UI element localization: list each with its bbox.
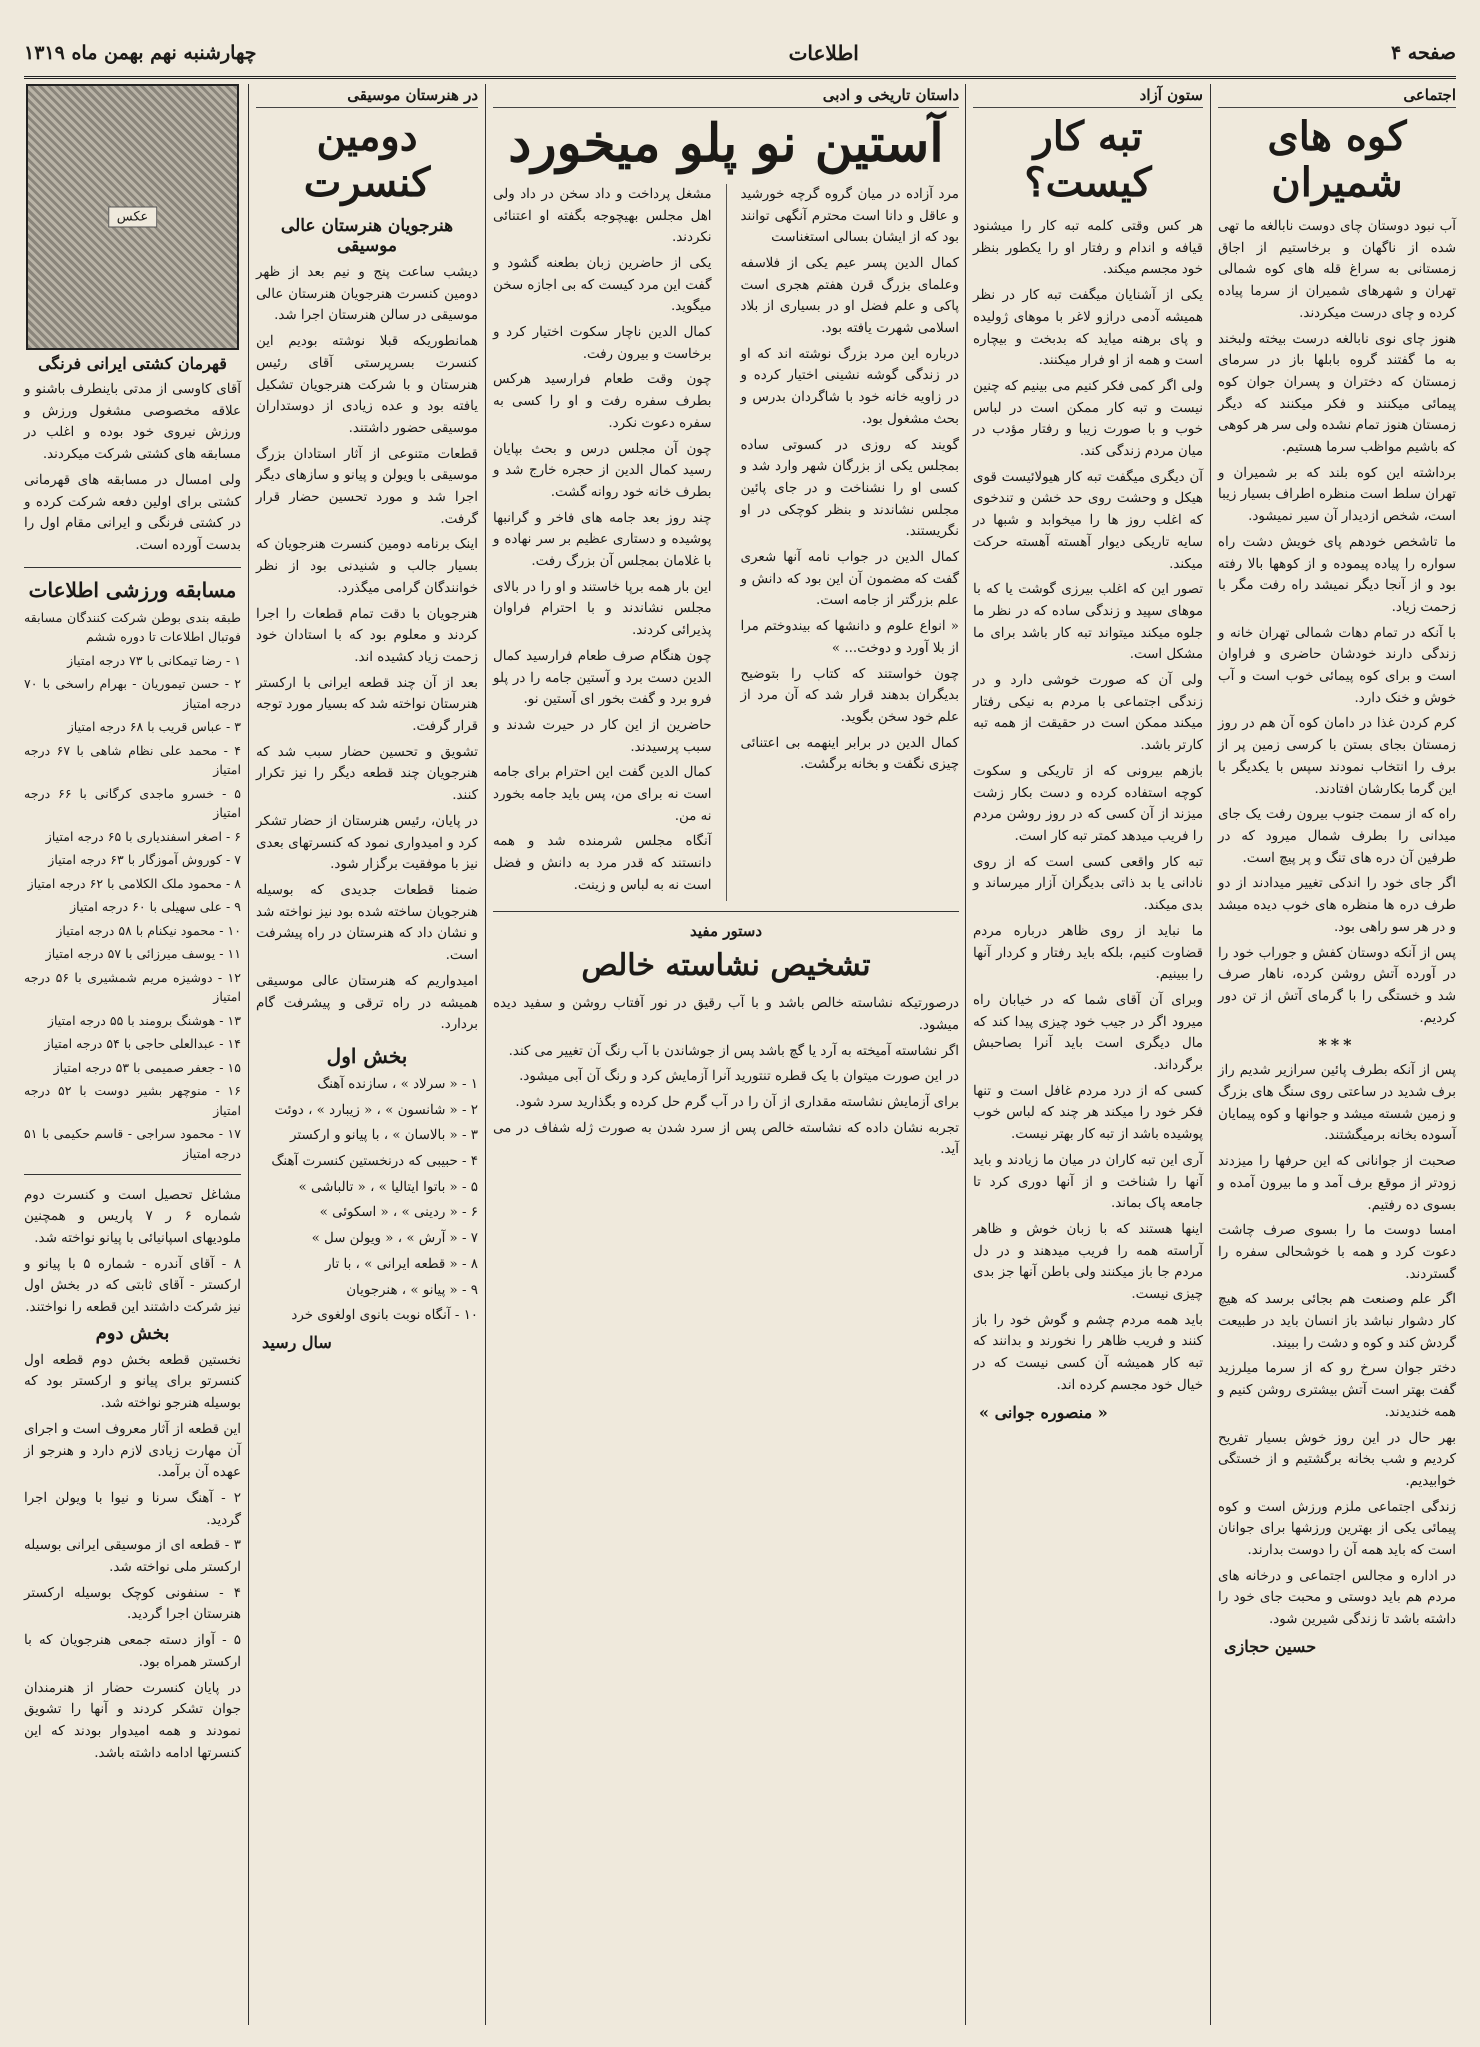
paragraph: هر کس وقتی کلمه تبه کار را میشنود قیافه و اندام و رفتار او را یکطور بنظر خود مجسم میکند.: [973, 219, 1203, 278]
paragraph: ۲ - آهنگ سرنا و نیوا با ویولن اجرا گردید.: [24, 1490, 241, 1528]
masthead: [24, 30, 1456, 79]
contest-ranking: [24, 608, 241, 1164]
part-two-body: [24, 1350, 241, 1765]
paragraph: مرد آزاده در میان گروه گرچه خورشید و عاقل و دانا است محترم آنگهی توانند بود که از ایشان بسالی استغناست: [740, 186, 959, 246]
issue-date: چهارشنبه نهم بهمن ماه ۱۳۱۹: [24, 42, 257, 64]
section-kicker: داستان تاریخی و ادبی: [493, 86, 959, 108]
paragraph: کمال الدین گفت این احترام برای جامه است نه برای من، پس باید جامه بخورد نه من.: [493, 765, 712, 824]
column-rule: [965, 84, 966, 2025]
paragraph: این بار همه برپا خاستند و او را در بالای مجلس نشاندند و با احترام فراوان پذیرائی کردند.: [493, 579, 712, 639]
separator-stars: ***: [1318, 1035, 1356, 1055]
paragraph: در اداره و مجالس اجتماعی و درخانه های مردم هم باید دوستی و محبت جای خود را داشته باشد تا زندگی شیرین شود.: [1218, 1568, 1456, 1628]
ranking-row: ۱۱ - یوسف میرزائی با ۵۷ درجه امتیاز: [45, 946, 241, 962]
paragraph: تبه کار واقعی کسی است که از روی نادانی یا بد ذاتی بدیگران آزار میرساند و بدی میکند.: [973, 854, 1203, 914]
paragraph: با آنکه در تمام دهات شمالی تهران خانه و زندگی دارند خودشان حاضری و فراوان است و برای کوه پیمائی خوب است و آب خوش و خنک دارد.: [1218, 625, 1456, 706]
program-part-title: بخش اول: [326, 1043, 408, 1068]
column-story: [489, 84, 963, 2025]
paragraph: بعد از آن چند قطعه ایرانی با ارکستر هنرستان نواخته شد که بسیار مورد توجه قرار گرفت.: [256, 675, 478, 735]
program-item: ۴ - حبیبی که درنخستین کنسرت آهنگ: [271, 1154, 478, 1170]
photo-caption: قهرمان کشتی ایرانی فرنگی: [38, 354, 227, 373]
ranking-row: ۳ - عباس قریب با ۶۸ درجه امتیاز: [67, 719, 241, 735]
paragraph: چون هنگام صرف طعام فرارسید کمال الدین دست برد و آستین جامه را در پلو فرو برد و گفت بخور ای آستین نو.: [493, 648, 712, 708]
ranking-row: طبقه بندی بوطن شرکت کنندگان مسابقه فوتبال اطلاعات تا دوره ششم: [24, 609, 241, 645]
paragraph: ولی آن که صورت خوشی دارد و در زندگی اجتماعی با مردم به نیکی رفتار میکند ممکن است در حقیقت از همه تبه کارتر باشد.: [973, 673, 1203, 754]
ranking-row: ۱۵ - جعفر صمیمی با ۵۳ درجه امتیاز: [53, 1059, 241, 1075]
ranking-row: ۱ - رضا تیمکانی با ۷۳ درجه امتیاز: [67, 652, 241, 668]
paragraph: اینها هستند که با زبان خوش و ظاهر آراسته همه را فریب میدهند و در دل مردم جا باز میکنند ولی باطن آنها جز بدی چیزی نیست.: [973, 1221, 1203, 1303]
paragraph: یکی از آشنایان میگفت تبه کار در نظر همیشه آدمی درازو لاغر با موهای ژولیده و پای برهنه میاید که بدبخت و بیچاره است و همه از او فرار میکنند.: [973, 288, 1203, 369]
paragraph: نخستین قطعه بخش دوم قطعه اول کنسرتو برای پیانو و ارکستر بود که بوسیله هنرجو نواخته شد.: [24, 1352, 241, 1412]
section-kicker: اجتماعی: [1218, 86, 1456, 108]
story-subcolumn-right: [741, 184, 960, 901]
paragraph: وبرای آن آقای شما که در خیابان راه میرود اگر در جیب خود چیزی پیدا کند که مال دیگری است باید آنرا بصاحبش برگرداند.: [973, 992, 1203, 1074]
tip-body: [493, 993, 959, 1161]
column-free-opinion: [969, 84, 1207, 2025]
ranking-row: ۸ - محمود ملک الکلامی با ۶۲ درجه امتیاز: [27, 875, 241, 891]
column-rule: [1210, 84, 1211, 2025]
paragraph: صحبت از جوانانی که این حرفها را میزدند زودتر از موقع برف آمد و ما بیرون آمده و بسوی ده رفتیم.: [1218, 1154, 1456, 1213]
paragraph: آب نبود دوستان چای دوست نابالغه ما تهی شده از ناگهان و برخاستیم از اجاق زمستانی به سراغ قله های کوه شمالی تهران و شهرهای شمیران از سرما پیاده کرده و چای درست میکردند.: [1218, 219, 1456, 321]
paragraph: این قطعه از آثار معروف است و اجرای آن مهارت زیادی لازم دارد و هنرجو از عهده آن برآمد.: [24, 1421, 241, 1481]
paragraph: چند روز بعد جامه های فاخر و گرانبها پوشیده و دستاری عظیم بر سر نهاده و با غلامان بمجلس آن بزرگ رفت.: [493, 510, 712, 570]
story-subcolumn-left: [493, 184, 712, 901]
section-divider: [24, 567, 241, 568]
section-kicker: در هنرستان موسیقی: [256, 86, 478, 108]
paragraph: ولی امسال در مسابقه های قهرمانی کشتی برای اولین دفعه شرکت کرده و در کشتی فرنگی و ایرانی مقام اول را بدست آورده است.: [24, 472, 241, 553]
article-headline: آستین نو پلو میخورد: [508, 113, 944, 174]
article-headline: تبه کار کیست؟: [1024, 113, 1152, 206]
ranking-row: ۱۴ - عبدالعلی حاجی با ۵۴ درجه امتیاز: [44, 1036, 241, 1052]
paragraph: همانطوریکه قبلا نوشته بودیم این کنسرت بسرپرستی آقای رئیس هنرستان و با شرکت هنرجویان تشکیل یافته بود و عده زیادی از دوستداران موسیقی حضور داشتند.: [256, 334, 478, 436]
paragraph: باید همه مردم چشم و گوش خود را باز کنند و فریب ظاهر را نخورند و بدانند که تبه کار همیشه آن کسی نیست که در خیال خود مجسم کرده اند.: [973, 1312, 1203, 1393]
paragraph: بازهم بیرونی که از تاریکی و سکوت کوچه استفاده کرده و دست بکار زشت میزند از آن کسی که در روز روشن مردم را فریب میدهد کمتر تبه کار است.: [973, 763, 1203, 844]
paragraph: درصورتیکه نشاسته خالص باشد و با آب رقیق در نور آفتاب روشن و سفید دیده میشود.: [493, 996, 959, 1033]
paragraph: پس از آنکه دوستان کفش و جوراب خود را در آورده آتش روشن کرده، ناهار صرف شد و خستگی را با گرمای آتش از تن دور کردیم.: [1218, 945, 1456, 1026]
paragraph: اینک برنامه دومین کنسرت هنرجویان که بسیار جالب و شنیدنی بود از نظر خوانندگان گرامی میگذرد.: [256, 537, 478, 596]
program-item: ۶ - « ردینی » ، « اسکوئی »: [319, 1205, 478, 1221]
paragraph: تجربه نشان داده که نشاسته خالص پس از سرد شدن به صورت ژله شفاف در می آید.: [493, 1120, 959, 1158]
program-item: ۱۰ - آنگاه نوبت بانوی اولغوی خرد: [291, 1308, 478, 1324]
paragraph: دختر جوان سرخ رو که از سرما میلرزید گفت بهتر است آتش بیشتری روشن کنیم و همه خندیدند.: [1218, 1361, 1456, 1420]
paragraph: آری این تبه کاران در میان ما زیادند و باید آنها را شناخت و از آنها دوری کرد تا جامعه پاک بماند.: [973, 1152, 1203, 1212]
author-signature: حسین حجازی: [1224, 1636, 1317, 1656]
article-body-continued: [1218, 1060, 1456, 1631]
contest-title: مسابقه ورزشی اطلاعات: [28, 577, 237, 602]
subcolumn-rule: [726, 184, 727, 901]
program-part-title: بخش دوم: [95, 1322, 170, 1344]
ranking-row: ۶ - اصغر اسفندیاری با ۶۵ درجه امتیاز: [45, 828, 241, 844]
paper-name: اطلاعات: [788, 41, 859, 65]
paragraph: امسا دوست ما را بسوی صرف چاشت دعوت کرد و همه با خوشحالی سفره را گستردند.: [1218, 1223, 1456, 1282]
paragraph: یکی از حاضرین زبان بطعنه گشود و گفت این مرد کیست که بی اجازه سخن میگوید.: [493, 255, 712, 315]
photo-text: [24, 379, 241, 557]
page-number: صفحه ۴: [1390, 42, 1456, 64]
column-rule: [248, 84, 249, 2025]
paragraph: حاضرین از این کار در حیرت شدند و سبب پرسیدند.: [493, 717, 712, 755]
ranking-row: ۱۶ - منوچهر بشیر دوست با ۵۲ درجه امتیاز: [24, 1083, 242, 1118]
paragraph: هنرجویان با دقت تمام قطعات را اجرا کردند و معلوم بود که با استادان خود زحمت زیاد کشیده اند.: [256, 606, 478, 665]
paragraph: بهر حال در این روز خوش بسیار تفریح کردیم و شب بخانه برگشتیم و از خستگی خوابیدیم.: [1218, 1430, 1456, 1489]
wrestler-photo: [26, 84, 239, 350]
paragraph: ضمنا قطعات جدیدی که بوسیله هنرجویان ساخته شده بود نیز نواخته شد و نشان داد که هنرستان در راه پیشرفت است.: [256, 882, 478, 964]
column-social: [1214, 84, 1460, 2025]
paragraph: قطعات متنوعی از آثار استادان بزرگ موسیقی با ویولن و پیانو و سازهای دیگر اجرا شد و مورد تحسین حضار قرار گرفت.: [256, 446, 478, 527]
program-item: ۹ - « پیانو » ، هنرجویان: [346, 1282, 478, 1298]
concert-note: [24, 1185, 241, 1319]
paragraph: ۸ - آقای آندره - شماره ۵ با پیانو و ارکستر - آقای ثابتی که در بخش اول نیز شرکت داشتند این قطعه را نواختند.: [24, 1256, 241, 1316]
ranking-row: ۱۷ - محمود سراجی - قاسم حکیمی با ۵۱ درجه امتیاز: [24, 1126, 241, 1161]
closing-line: سال رسید: [262, 1332, 332, 1352]
column-sports: [20, 84, 245, 2025]
paragraph: اگر نشاسته آمیخته به آرد یا گچ باشد پس از جوشاندن با آب رنگ آن تغییر می کند.: [508, 1043, 959, 1059]
article-headline: دومین کنسرت: [303, 113, 431, 206]
article-headline: کوه های شمیران: [1267, 113, 1407, 206]
paragraph: برداشته این کوه بلند که بر شمیران و تهران سلط است منظره اطراف بسیار زیبا است، شخص ازدیدار آن سیر نمیشود.: [1218, 465, 1456, 525]
program-list: [256, 1074, 478, 1327]
paragraph: کمال الدین در جواب نامه آنها شعری گفت که مضمون آن این بود که دانش و علم بزرگتر از جامه است.: [740, 550, 959, 609]
tip-headline: تشخیص نشاسته خالص: [581, 947, 871, 983]
program-item: ۲ - « شانسون » ، « زیبارد » ، دوئت: [274, 1102, 478, 1118]
ranking-row: ۹ - علی سهیلی با ۶۰ درجه امتیاز: [70, 899, 241, 915]
story-columns: [489, 184, 963, 901]
program-item: ۱ - « سرلاد » ، سازنده آهنگ: [317, 1076, 478, 1092]
ranking-row: ۱۲ - دوشیزه مریم شمشیری با ۵۶ درجه امتیاز: [24, 969, 242, 1005]
paragraph: هنوز چای نوی نابالغه درست بیخته ولبخند به ما گفتند گروه بابلها باز در سرمای زمستان که دختران و پسران جوان کوه پیمائی میکنند و فکر میکنند که دیگر زمستان هنوز تمام نشده ولی سر هر کوهی که باشیم مواظب سرما هستیم.: [1218, 331, 1456, 456]
article-body: [1218, 216, 1456, 1029]
program-item: ۸ - « قطعه ایرانی » ، با تار: [324, 1256, 478, 1272]
paragraph: مشغل پرداخت و داد سخن در داد ولی اهل مجلس بهیچوجه بگفته او اعتنائی نکردند.: [493, 186, 712, 246]
paragraph: آن دیگری میگفت تبه کار هیولائیست قوی هیکل و وحشت روی حد خشن و تندخوی که اغلب روز ها را میخوابد و شبها در سایه تاریکی دیوار آهسته آهسته حرکت میکند.: [973, 469, 1203, 572]
paragraph: کمال الدین ناچار سکوت اختیار کرد و برخاست و بیرون رفت.: [493, 325, 712, 362]
ranking-row: ۱۰ - محمود نیکنام با ۵۸ درجه امتیاز: [56, 922, 241, 938]
paragraph: تشویق و تحسین حضار سبب شد که هنرجویان چند قطعه دیگر را نیز تکرار کنند.: [256, 744, 478, 804]
article-body: [256, 262, 478, 1036]
photo-placeholder-label: عکس: [108, 207, 158, 228]
paragraph: مشاغل تحصیل است و کنسرت دوم شماره ۶ ر ۷ پاریس و همچنین ملودیهای اسپانیائی با پیانو نواخته شد.: [24, 1187, 242, 1246]
paragraph: امیدواریم که هنرستان عالی موسیقی همیشه در راه ترقی و پیشرفت گام بردارد.: [256, 973, 478, 1033]
author-signature: « منصوره جوانی »: [979, 1402, 1108, 1422]
program-item: ۳ - « بالاسان » ، با پیانو و ارکستر: [289, 1128, 478, 1144]
paragraph: ما تاشخص خودهم پای خویش دشت راه سواره را پیاده پیموده و از کوهها بالا رفته بود و از آنجا دیگر نمیشد راه رفت مگر با زحمت زیاد.: [1218, 534, 1456, 615]
paragraph: چون وقت طعام فرارسید هرکس بطرف سفره رفت و او را کسی به سفره دعوت نکرد.: [493, 372, 712, 431]
paragraph: « انواع علوم و دانشها که بیندوختم مرا از بلا آورد و دوخت... »: [740, 619, 959, 656]
paragraph: کمال الدین در برابر اینهمه بی اعتنائی چیزی نگفت و بخانه برگشت.: [740, 735, 959, 773]
paragraph: در پایان، رئیس هنرستان از حضار تشکر کرد و امیدواری نمود که کنسرتهای بعدی نیز با موفقیت برگزار شود.: [256, 813, 478, 873]
paragraph: کمال الدین پسر عیم یکی از فلاسفه وعلمای بزرگ قرن هفتم هجری است پاکی و علم فضل او در بسیاری از بلاد اسلامی شهرت یافته بود.: [740, 255, 959, 337]
paragraph: اگر علم وصنعت هم بجائی برسد که هیچ کار دشوار نباشد باز انسان باید در طبیعت گردش کند و کوه و دشت را ببیند.: [1218, 1292, 1456, 1351]
paragraph: در این صورت میتوان با یک قطره تنتورید آنرا آزمایش کرد و رنگ آن آبی میشود.: [519, 1069, 959, 1085]
section-divider: [493, 911, 959, 912]
paragraph: برای آزمایش نشاسته مقداری از آن را در آب گرم حل کرده و بگذارید سرد شود.: [515, 1094, 959, 1110]
section-divider: [24, 1174, 241, 1175]
paragraph: ۳ - قطعه ای از موسیقی ایرانی بوسیله ارکستر ملی نواخته شد.: [24, 1538, 241, 1576]
paragraph: گویند که روزی در کسوتی ساده بمجلس یکی از بزرگان شهر وارد شد و کسی او را نشناخت و در جای پائین مجلس نشاندند و بنظر کوچکی در او نگریستند.: [740, 437, 959, 540]
paragraph: پس از آنکه بطرف پائین سرازیر شدیم راز برف شدید در ساعتی روی سنگ های بزرگ و زمین شسته میشد و جوانها و کوه پیمایان آسوده بخانه برمیگشتند.: [1218, 1063, 1456, 1144]
tip-kicker: دستور مفید: [689, 921, 762, 940]
program-item: ۵ - « باتوا ایتالیا » ، « تالباشی »: [298, 1179, 478, 1195]
paragraph: در پایان کنسرت حضار از هنرمندان جوان تشکر کردند و آنها را تشویق نمودند و همه امیدوار بودند که این کنسرتها ادامه داشته باشد.: [24, 1680, 241, 1761]
article-subhead: هنرجویان هنرستان عالی موسیقی: [280, 216, 454, 256]
ranking-row: ۲ - حسن تیموریان - بهرام راسخی با ۷۰ درجه امتیاز: [24, 676, 241, 711]
paragraph: چون آن مجلس درس و بحث بپایان رسید کمال الدین از حجره خارج شد و بطرف خانه خود روانه گشت.: [493, 441, 712, 500]
column-rule: [485, 84, 486, 2025]
paragraph: چون خواستند که کتاب را بتوضیح بدیگران بدهند قرار شد که آن مرد از علم خود سخن بگوید.: [740, 666, 959, 725]
paragraph: اگر جای خود را اندکی تغییر میدادند از دو طرف دره ها منظره های خوب دیده میشد و در هر سو راهی بود.: [1218, 876, 1456, 935]
paragraph: ۵ - آواز دسته جمعی هنرجویان که با ارکستر همراه بود.: [24, 1633, 241, 1670]
paragraph: ولی اگر کمی فکر کنیم می بینیم که چنین نیست و تبه کار ممکن است در لباس خوب و با صورت زیبا و رفتار مؤدب در میان مردم زندگی کند.: [973, 378, 1203, 460]
section-kicker: ستون آزاد: [973, 86, 1203, 108]
paragraph: تصور این که اغلب بیرزی گوشت یا که با موهای سپید و زندگی ساده که در نظر ما جلوه میکند میتواند تبه کار باشد برای ما مشکل است.: [973, 582, 1203, 663]
paragraph: ۴ - سنفونی کوچک بوسیله ارکستر هنرستان اجرا گردید.: [24, 1585, 241, 1623]
paragraph: دیشب ساعت پنج و نیم بعد از ظهر دومین کنسرت هنرجویان هنرستان عالی موسیقی در سالن هنرستان اجرا شد.: [256, 265, 478, 324]
paragraph: زندگی اجتماعی ملزم ورزش است و کوه پیمائی یکی از بهترین ورزشها برای جوانان است که باید همه آن را دوست بدارند.: [1218, 1499, 1456, 1559]
paragraph: کسی که از درد مردم غافل است و تنها فکر خود را میکند هر چند که لباس خوب پوشیده باشد از تبه کار بهتر نیست.: [973, 1083, 1203, 1143]
program-item: ۷ - « آرش » ، « ویولن سل »: [311, 1231, 478, 1247]
paragraph: کرم کردن غذا در دامان کوه آن هم در روز زمستان بجای بستن با کرسی زمین پر از برف را انتخاب نمودند سپس با یکدیگر با این گرما بکارشان افتادند.: [1218, 716, 1456, 797]
paragraph: راه که از سمت جنوب بیرون رفت یک جای میدانی را بطرف شمال میرود که در طرفین آن دره های تنگ و پر پیچ است.: [1218, 807, 1456, 866]
ranking-row: ۴ - محمد علی نظام شاهی با ۶۷ درجه امتیاز: [24, 742, 241, 778]
paragraph: آقای کاوسی از مدتی باینطرف باشنو و علاقه مخصوصی مشغول ورزش و ورزش نیروی خود بوده و اغلب در مسابقه های کشتی شرکت میکردند.: [24, 382, 241, 463]
paragraph: آنگاه مجلس شرمنده شد و همه دانستند که قدر مرد به دانش و فضل است نه به لباس و زینت.: [493, 834, 712, 893]
ranking-row: ۷ - کوروش آموزگار با ۶۳ درجه امتیاز: [48, 852, 241, 868]
paragraph: ما نباید از روی ظاهر درباره مردم قضاوت کنیم، بلکه باید رفتار و کردار آنها را ببینیم.: [973, 923, 1203, 983]
column-music: [252, 84, 482, 2025]
paragraph: درباره این مرد بزرگ نوشته اند که او در زندگی گوشه نشینی اختیار کرده و در زاویه خانه خود با شاگردان بدرس و بحث مشغول بود.: [740, 346, 959, 427]
ranking-row: ۵ - خسرو ماجدی کرگانی با ۶۶ درجه امتیاز: [24, 785, 241, 821]
ranking-row: ۱۳ - هوشنگ برومند با ۵۵ درجه امتیاز: [47, 1012, 241, 1028]
article-body: [973, 216, 1203, 1397]
